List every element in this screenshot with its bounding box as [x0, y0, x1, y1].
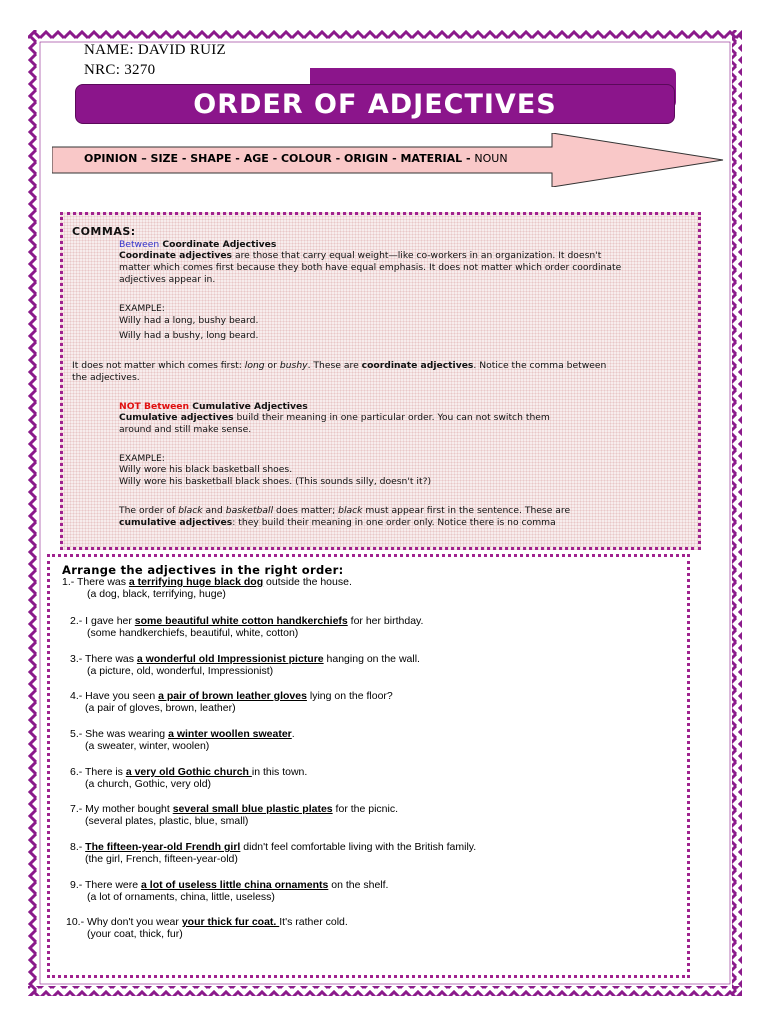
example-2a: Willy wore his black basketball shoes. — [119, 464, 293, 475]
example-label-1: EXAMPLE: — [119, 303, 165, 314]
exercise-item — [62, 576, 352, 588]
exercise-item-suffix: . — [291, 728, 295, 740]
cumulative-note-line-1 — [119, 505, 570, 518]
coord-def-1: are those that carry equal weight—like co-workers in an organization. It doesn't — [232, 250, 602, 261]
exercise-item — [70, 728, 295, 740]
exercise-item-answer: a wonderful old Impressionist picture — [136, 653, 324, 665]
exercise-item-suffix: didn't feel comfortable living with the British family. — [240, 841, 477, 853]
exercise-item-suffix: for the picnic. — [332, 803, 399, 815]
exercise-item-suffix: in this town. — [251, 766, 308, 778]
note2-term: cumulative adjectives — [119, 517, 233, 528]
cumulative-definition-line-2: around and still make sense. — [119, 424, 252, 435]
exercise-item-hint: (a pair of gloves, brown, leather) — [85, 702, 236, 714]
exercise-item-suffix: outside the house. — [263, 576, 352, 588]
note2-basketball: basketball — [225, 505, 274, 516]
cum-def-1: build their meaning in one particular order. You can not switch them — [233, 412, 550, 423]
exercise-item — [70, 766, 307, 778]
note2-b: does matter; — [273, 505, 339, 516]
coordinate-note-line-1 — [72, 360, 606, 373]
student-name: NAME: DAVID RUIZ — [84, 42, 227, 58]
exercise-item-prefix: 1.- There was — [62, 576, 129, 588]
commas-heading: COMMAS: — [72, 225, 136, 238]
exercise-item — [70, 841, 476, 853]
exercise-item-prefix: 7.- My mother bought — [70, 803, 173, 815]
exercise-item — [70, 615, 423, 627]
exercise-item-hint: (several plates, plastic, blue, small) — [85, 815, 249, 827]
exercise-item-answer: The fifteen-year-old Frendh girl — [85, 841, 241, 853]
not-between-rest: Cumulative Adjectives — [189, 401, 308, 412]
exercise-item-answer: a pair of brown leather gloves — [158, 690, 307, 702]
exercise-item-hint: (some handkerchiefs, beautiful, white, cotton) — [87, 627, 299, 639]
exercise-item — [66, 916, 348, 928]
exercise-item-hint: (a dog, black, terrifying, huge) — [87, 588, 226, 600]
note2-d: : they build their meaning in one order only. Notice there is no comma — [232, 517, 556, 528]
noun-label: NOUN — [474, 152, 508, 165]
note2-a: The order of — [119, 505, 179, 516]
exercise-item-prefix: 5.- She was wearing — [70, 728, 169, 740]
coordinate-note-line-2: the adjectives. — [72, 372, 140, 383]
exercise-item-prefix: 2.- I gave her — [70, 615, 135, 627]
exercise-item-prefix: 10.- Why don't you wear — [66, 916, 182, 928]
exercise-item-prefix: 6.- There is — [70, 766, 126, 778]
example-1b: Willy had a bushy, long beard. — [119, 330, 259, 341]
between-rest: Coordinate Adjectives — [159, 239, 277, 250]
exercise-item-hint: (a lot of ornaments, china, little, useless) — [87, 891, 275, 903]
example-1a: Willy had a long, bushy beard. — [119, 315, 259, 326]
exercise-item-hint: (a church, Gothic, very old) — [85, 778, 212, 790]
between-word: Between — [119, 239, 160, 250]
exercise-item-hint: (your coat, thick, fur) — [87, 928, 183, 940]
note1-or: or — [264, 360, 280, 371]
exercise-item-suffix: hanging on the wall. — [323, 653, 420, 665]
note1-b: . These are — [307, 360, 362, 371]
exercise-item — [70, 879, 388, 891]
exercise-item-prefix: 9.- There were — [70, 879, 142, 891]
note2-black: black — [178, 505, 203, 516]
exercise-item — [70, 690, 393, 702]
exercise-item-prefix: 8.- — [70, 841, 86, 853]
note2-c: must appear first in the sentence. These are — [362, 505, 571, 516]
cumulative-definition-line-1 — [119, 412, 550, 425]
note2-black2: black — [338, 505, 363, 516]
exercise-item-answer: a terrifying huge black dog — [128, 576, 264, 588]
exercise-item-suffix: It's rather cold. — [279, 916, 348, 928]
note1-a: It does not matter which comes first: — [72, 360, 245, 371]
adjective-order-sequence: OPINION – SIZE - SHAPE - AGE - COLOUR - ORIGIN - MATERIAL - — [84, 152, 475, 165]
coordinate-definition-line-2: matter which comes first because they both have equal emphasis. It does not matter which order coordinate — [119, 262, 622, 273]
exercise-item — [70, 803, 398, 815]
exercise-item-hint: (a picture, old, wonderful, Impressionist) — [87, 665, 274, 677]
note1-c: . Notice the comma between — [473, 360, 607, 371]
exercise-item-answer: a very old Gothic church — [125, 766, 252, 778]
note1-bushy: bushy — [279, 360, 308, 371]
not-between-word: NOT Between — [119, 401, 190, 412]
exercise-item-suffix: lying on the floor? — [306, 690, 393, 702]
note1-long: long — [244, 360, 265, 371]
exercise-item-hint: (the girl, French, fifteen-year-old) — [85, 853, 238, 865]
exercise-item-prefix: 4.- Have you seen — [70, 690, 159, 702]
note1-term: coordinate adjectives — [361, 360, 474, 371]
cumulative-note-line-2 — [119, 517, 556, 530]
coordinate-definition-line-1 — [119, 250, 601, 263]
exercise-item — [70, 653, 420, 665]
exercise-item-answer: a winter woollen sweater — [168, 728, 292, 740]
exercise-item-suffix: on the shelf. — [328, 879, 389, 891]
cumulative-term: Cumulative adjectives — [119, 412, 234, 423]
exercise-item-answer: some beautiful white cotton handkerchiefs — [134, 615, 348, 627]
title-banner — [75, 84, 675, 124]
exercise-item-answer: several small blue plastic plates — [172, 803, 333, 815]
exercise-item-suffix: for her birthday. — [347, 615, 424, 627]
arrow-label — [84, 152, 508, 165]
coordinate-definition-line-3: adjectives appear in. — [119, 274, 216, 285]
exercise-item-hint: (a sweater, winter, woolen) — [85, 740, 210, 752]
exercise-title: Arrange the adjectives in the right order: — [62, 563, 344, 577]
exercise-item-prefix: 3.- There was — [70, 653, 137, 665]
page-title: ORDER OF ADJECTIVES — [193, 89, 557, 120]
example-2b: Willy wore his basketball black shoes. (This sounds silly, doesn't it?) — [119, 476, 432, 487]
note2-and: and — [202, 505, 226, 516]
exercise-item-answer: your thick fur coat. — [181, 916, 280, 928]
example-label-2: EXAMPLE: — [119, 453, 165, 464]
student-nrc: NRC: 3270 — [84, 62, 156, 78]
coordinate-term: Coordinate adjectives — [119, 250, 233, 261]
exercise-item-answer: a lot of useless little china ornaments — [141, 879, 329, 891]
